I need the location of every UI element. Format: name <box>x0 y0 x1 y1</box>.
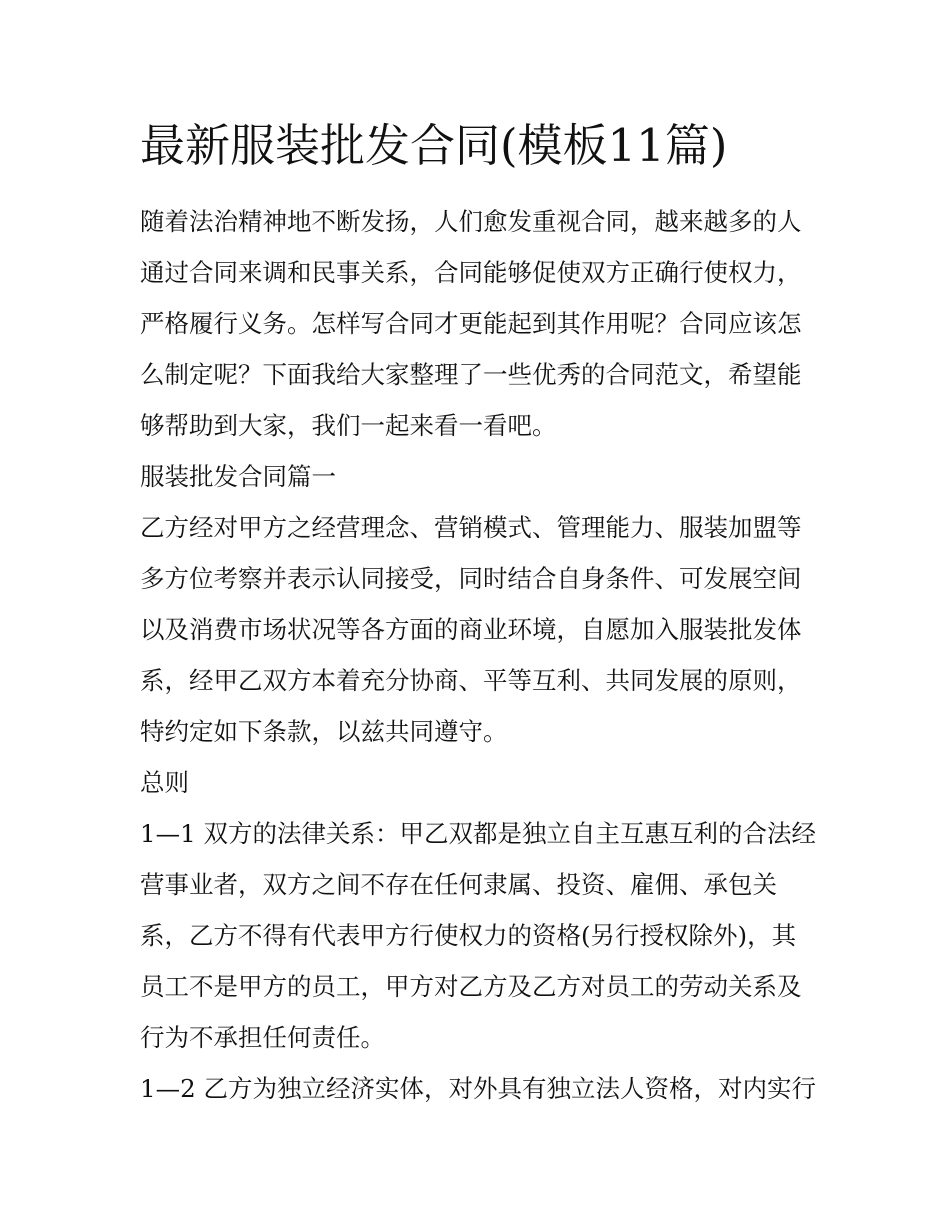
text-line: 特约定如下条款，以兹共同遵守。 <box>140 717 508 746</box>
text-line: 随着法治精神地不断发扬，人们愈发重视合同，越来越多的人 <box>140 207 802 236</box>
clause-1-1 <box>140 808 820 1063</box>
text-line: 行为不承担任何责任。 <box>140 1023 385 1052</box>
text-line: 乙方经对甲方之经营理念、营销模式、管理能力、服装加盟等 <box>140 513 802 542</box>
preamble-paragraph <box>140 502 820 757</box>
intro-paragraph <box>140 196 820 451</box>
text-line: 么制定呢？下面我给大家整理了一些优秀的合同范文，希望能 <box>140 360 802 389</box>
text-line: 严格履行义务。怎样写合同才更能起到其作用呢？合同应该怎 <box>140 309 802 338</box>
document-title: 最新服装批发合同(模板11篇) <box>140 119 728 172</box>
text-line: 服装批发合同篇一 <box>140 462 336 491</box>
text-line: 够帮助到大家，我们一起来看一看吧。 <box>140 411 557 440</box>
text-line: 员工不是甲方的员工，甲方对乙方及乙方对员工的劳动关系及 <box>140 972 802 1001</box>
clause-1-2 <box>140 1063 820 1114</box>
text-line: 以及消费市场状况等各方面的商业环境，自愿加入服装批发体 <box>140 615 802 644</box>
text-line: 营事业者，双方之间不存在任何隶属、投资、雇佣、承包关 <box>140 870 777 899</box>
text-line: 总则 <box>140 768 189 797</box>
text-line: 通过合同来调和民事关系，合同能够促使双方正确行使权力， <box>140 258 802 287</box>
general-heading <box>140 757 820 808</box>
text-line: 1—1 双方的法律关系：甲乙双都是独立自主互惠互利的合法经 <box>140 819 816 848</box>
document-body <box>140 196 820 1114</box>
section-heading <box>140 451 820 502</box>
text-line: 系，经甲乙双方本着充分协商、平等互利、共同发展的原则， <box>140 666 802 695</box>
text-line: 系，乙方不得有代表甲方行使权力的资格(另行授权除外)，其 <box>140 921 797 950</box>
text-line: 1—2 乙方为独立经济实体，对外具有独立法人资格，对内实行 <box>140 1074 816 1103</box>
text-line: 多方位考察并表示认同接受，同时结合自身条件、可发展空间 <box>140 564 802 593</box>
